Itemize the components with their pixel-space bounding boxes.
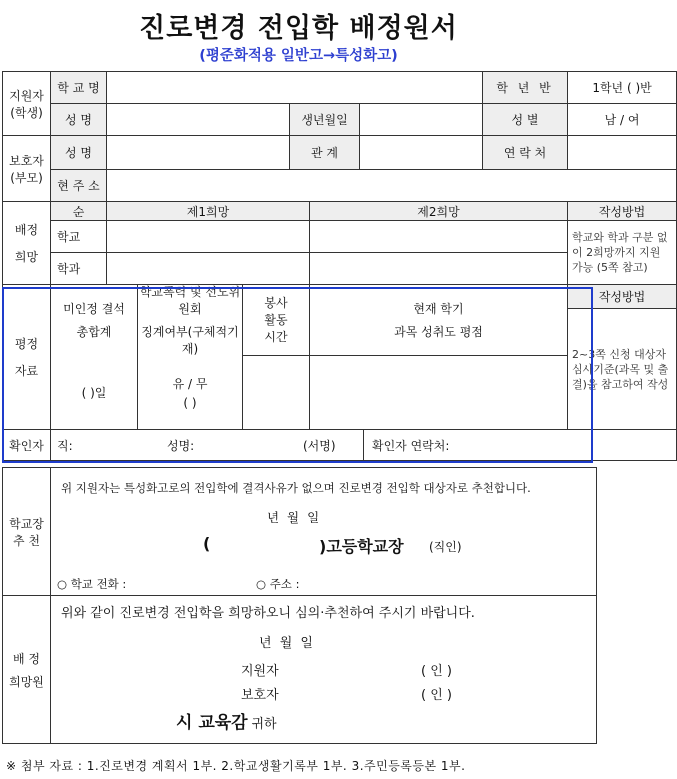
- dept-row-label: 학과: [51, 253, 107, 285]
- absence-header: 미인정 결석 총합계 학교폭력 및 선도위원회 징계여부(구체적기재): [51, 285, 243, 356]
- guardian-name-label: 성 명: [51, 136, 107, 170]
- school-open-paren: (: [203, 534, 211, 553]
- school-name-label: 학 교 명: [51, 72, 107, 104]
- application-form-table: [2, 71, 677, 461]
- principal-statement: 위 지원자는 특성화고로의 전입학에 결격사유가 없으며 진로변경 전입학 대상자로 추천합니다.: [61, 481, 531, 495]
- attachments-footnote: ※ 첨부 자료 : 1.진로변경 계획서 1부. 2.학교생활기록부 1부. 3.주민등록등본 1부.: [6, 759, 466, 773]
- applicant-group-label: 지원자 (학생): [3, 72, 51, 136]
- page-subtitle: (평준화적용 일반고→특성화고): [199, 48, 398, 64]
- guardian-group-label: 보호자 (부모): [3, 136, 51, 202]
- contact-field[interactable]: [568, 136, 677, 170]
- order-header: 순: [51, 202, 107, 221]
- volunteer-header: 봉사 활동 시간: [243, 285, 310, 356]
- gender-label: 성 별: [483, 104, 568, 136]
- first-choice-dept[interactable]: [107, 253, 310, 285]
- grade-class-label: 학 년 반: [483, 72, 568, 104]
- address-field[interactable]: [107, 170, 677, 202]
- recipient: 시 교육감 귀하: [176, 713, 277, 733]
- application-date[interactable]: 년 월 일: [259, 636, 313, 651]
- school-row-label: 학교: [51, 221, 107, 253]
- relation-label: 관 계: [290, 136, 360, 170]
- birthdate-field[interactable]: [360, 104, 483, 136]
- verifier-row: [51, 430, 677, 461]
- verifier-sign: (서명): [303, 438, 336, 453]
- volunteer-hours-field[interactable]: [243, 355, 310, 430]
- address-label: 현 주 소: [51, 170, 107, 202]
- guardian-sign-label: 보호자: [241, 688, 279, 703]
- application-group-label: 배 정 희망원: [3, 596, 51, 744]
- verifier-contact[interactable]: 확인자 연락처:: [363, 430, 449, 460]
- application-statement: 위와 같이 진로변경 전입학을 희망하오니 심의·추천하여 주시기 바랍니다.: [61, 606, 475, 621]
- school-address[interactable]: ○ 주소 :: [256, 577, 300, 591]
- evaluation-method-text: 2~3쪽 신청 대상자 심사기준(과목 및 출결)을 참고하여 작성: [568, 309, 677, 430]
- placement-group-label: 배정 희망: [3, 202, 51, 285]
- contact-label: 연 락 처: [483, 136, 568, 170]
- first-choice-school[interactable]: [107, 221, 310, 253]
- school-name-field[interactable]: [107, 72, 483, 104]
- second-choice-header: 제2희망: [310, 202, 568, 221]
- evaluation-method-header: 작성방법: [568, 285, 677, 309]
- recommendation-table: [2, 467, 597, 744]
- grade-average-field[interactable]: [310, 355, 568, 430]
- second-choice-dept[interactable]: [310, 253, 568, 285]
- second-choice-school[interactable]: [310, 221, 568, 253]
- verifier-label: 확인자: [3, 430, 51, 461]
- school-phone[interactable]: ○ 학교 전화 :: [57, 577, 127, 591]
- applicant-seal[interactable]: ( 인 ): [421, 664, 452, 679]
- application-section: [51, 596, 597, 744]
- relation-field[interactable]: [360, 136, 483, 170]
- principal-seal: (직인): [429, 540, 462, 554]
- absence-violence-values: [51, 355, 243, 430]
- violence-field[interactable]: 유 / 무 ( ): [172, 376, 208, 410]
- applicant-name-label: 성 명: [51, 104, 107, 136]
- principal-recommendation: [51, 468, 597, 596]
- verifier-position[interactable]: 직:: [57, 438, 73, 453]
- applicant-sign-label: 지원자: [241, 664, 279, 679]
- principal-group-label: 학교장 추 천: [3, 468, 51, 596]
- placement-method-header: 작성방법: [568, 202, 677, 221]
- guardian-name-field[interactable]: [107, 136, 290, 170]
- grade-header: 현재 학기 과목 성취도 평점: [310, 285, 568, 356]
- page-title: 진로변경 전입학 배정원서: [139, 13, 458, 44]
- first-choice-header: 제1희망: [107, 202, 310, 221]
- verifier-name[interactable]: 성명:: [167, 438, 195, 453]
- applicant-name-field[interactable]: [107, 104, 290, 136]
- birthdate-label: 생년월일: [290, 104, 360, 136]
- principal-date[interactable]: 년 월 일: [267, 510, 320, 525]
- guardian-seal[interactable]: ( 인 ): [421, 688, 452, 703]
- absence-days-field[interactable]: ( )일: [51, 355, 138, 429]
- grade-class-field[interactable]: 1학년 ( )반: [568, 72, 677, 104]
- placement-method-text: 학교와 학과 구분 없이 2희망까지 지원 가능 (5쪽 참고): [568, 221, 677, 285]
- principal-title: )고등학교장: [319, 537, 404, 556]
- gender-field[interactable]: 남 / 여: [568, 104, 677, 136]
- evaluation-group-label: 평정 자료: [3, 285, 51, 430]
